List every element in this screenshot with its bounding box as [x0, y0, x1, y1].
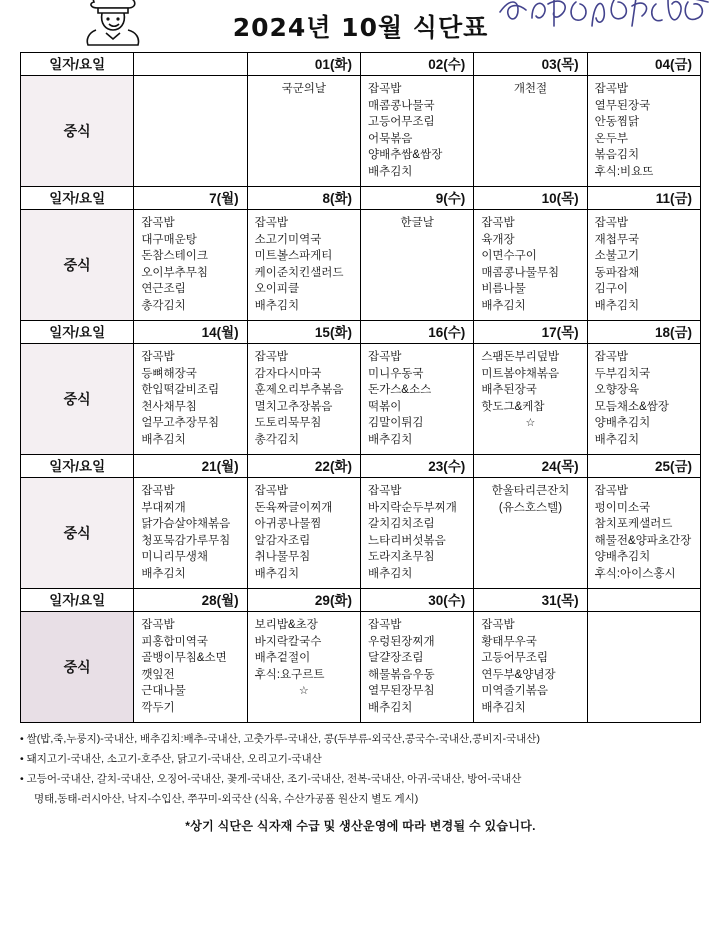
- note-line: • 쌀(밥,죽,누룽지)-국내산, 배추김치:배추-국내산, 고춧가루-국내산, 콩(두부류-외국산,콩국수-국내산,콩비지-국내산): [20, 733, 540, 745]
- menu-item: 등뼈해장국: [141, 367, 197, 380]
- menu-item: 부대찌개: [141, 501, 186, 514]
- meal-row: [21, 210, 701, 321]
- menu-item: 미니리무생채: [141, 551, 208, 563]
- menu-item: 감자다시마국: [254, 367, 322, 380]
- menu-item: 배추김치: [367, 433, 413, 446]
- header-label: 일자/요일: [21, 321, 134, 344]
- menu-cell: [587, 76, 700, 187]
- date-header: 9(수): [360, 187, 473, 210]
- week-header-row: [21, 455, 701, 478]
- menu-item: 깍두기: [141, 701, 175, 714]
- week-header-row: [21, 589, 701, 612]
- menu-item: 미트봄야채볶음: [481, 367, 560, 380]
- menu-item: 돈육짜글이찌개: [254, 501, 333, 514]
- menu-item: 재첩무국: [594, 233, 640, 246]
- menu-cell: [360, 612, 473, 723]
- menu-item: 연근조림: [141, 283, 186, 295]
- menu-item: 훈제오리부추볶음: [254, 384, 344, 396]
- menu-items: [474, 210, 586, 320]
- menu-cell: [134, 478, 247, 589]
- menu-cell: [360, 210, 473, 321]
- header-label: 일자/요일: [21, 187, 134, 210]
- meal-row: [21, 344, 701, 455]
- menu-items: [474, 478, 586, 585]
- date-header: 03(목): [474, 53, 587, 76]
- menu-item: 피홍합미역국: [141, 635, 208, 648]
- week-header-row: [21, 187, 701, 210]
- menu-item: 이면수구이: [481, 250, 537, 262]
- menu-item: 갈치김치조림: [367, 518, 435, 530]
- menu-item: 바지락칼국수: [254, 635, 322, 648]
- menu-items: [248, 612, 360, 719]
- menu-item: 닭가슴살야채볶음: [141, 518, 231, 530]
- menu-items: [361, 210, 473, 317]
- menu-item: ☆: [525, 417, 536, 429]
- menu-item: 알감자조림: [254, 534, 311, 547]
- date-header: 23(수): [360, 455, 473, 478]
- menu-item: 오이부추무침: [141, 266, 208, 279]
- menu-item: 개천절: [513, 83, 548, 95]
- menu-item: 스팸돈부리덮밥: [481, 351, 560, 363]
- note-line: • 고등어-국내산, 갈치-국내산, 오징어-국내산, 꽃게-국내산, 조기-국내산, 전복-국내산, 아귀-국내산, 방어-국내산: [20, 773, 522, 785]
- menu-item: 천사채무침: [141, 400, 197, 413]
- menu-item: 배추겉절이: [254, 652, 311, 664]
- menu-item: 깻잎전: [141, 668, 175, 681]
- menu-item: 오이피클: [254, 283, 300, 295]
- menu-items: [134, 478, 246, 588]
- page-title: 2024년 10월 식단표: [232, 13, 489, 42]
- menu-items: [248, 478, 360, 588]
- meal-row: [21, 612, 701, 723]
- menu-items: [474, 76, 586, 183]
- menu-items: [588, 344, 700, 454]
- menu-item: 배추김치: [254, 567, 300, 580]
- menu-item: 골뱅이무침&소면: [141, 652, 227, 664]
- date-header: 31(목): [474, 589, 587, 612]
- date-header: 10(목): [474, 187, 587, 210]
- menu-cell: [134, 210, 247, 321]
- header-label: 일자/요일: [21, 455, 134, 478]
- menu-item: 해물볶음우동: [367, 668, 435, 681]
- date-header: 11(금): [587, 187, 700, 210]
- menu-cell: [474, 344, 587, 455]
- menu-cell: [474, 76, 587, 187]
- menu-cell: [134, 344, 247, 455]
- menu-item: 근대나물: [141, 685, 186, 697]
- meal-label: 중식: [21, 612, 134, 723]
- menu-item: 멸치고추장볶음: [254, 400, 333, 413]
- menu-item: 후식:비요뜨: [594, 165, 654, 178]
- date-header: 17(목): [474, 321, 587, 344]
- menu-item: 미역줄기볶음: [481, 685, 548, 697]
- menu-item: 배추김치: [481, 701, 526, 714]
- menu-item: 배추김치: [367, 701, 413, 714]
- menu-cell: [360, 344, 473, 455]
- menu-item: 잡곡밥: [481, 619, 515, 631]
- menu-item: 소고기미역국: [254, 233, 322, 246]
- menu-item: 느타리버섯볶음: [367, 534, 446, 547]
- menu-item: 잡곡밥: [594, 217, 628, 229]
- menu-items: [134, 612, 246, 722]
- date-header: 18(금): [587, 321, 700, 344]
- menu-item: 배추김치: [367, 567, 413, 580]
- menu-item: 잡곡밥: [481, 217, 515, 229]
- menu-items: [588, 76, 700, 186]
- menu-item: 배추김치: [594, 433, 640, 446]
- menu-item: 후식:요구르트: [254, 668, 325, 681]
- menu-item: 미트볼스파게티: [254, 250, 333, 262]
- meal-label: 중식: [21, 76, 134, 187]
- menu-item: 도토리묵무침: [254, 417, 322, 429]
- menu-item: 양배추쌈&쌈장: [367, 149, 443, 161]
- header-label: 일자/요일: [21, 53, 134, 76]
- menu-cell: [587, 344, 700, 455]
- menu-item: 케이준치킨샐러드: [254, 266, 344, 279]
- menu-item: 비름나물: [481, 283, 526, 295]
- menu-item: (유스호스텔): [498, 501, 563, 514]
- menu-items: [248, 210, 360, 320]
- menu-item: 배추김치: [254, 299, 300, 312]
- menu-item: 배추김치: [141, 433, 186, 446]
- origin-notes: [20, 731, 703, 808]
- menu-item: 잡곡밥: [594, 351, 628, 363]
- date-header: 04(금): [587, 53, 700, 76]
- meal-label: 중식: [21, 478, 134, 589]
- menu-item: 도라지초무침: [367, 551, 435, 563]
- menu-item: 잡곡밥: [141, 351, 175, 363]
- menu-item: 양배추김치: [594, 551, 651, 563]
- menu-item: 모듬채소&쌈장: [594, 400, 669, 413]
- menu-cell: [134, 612, 247, 723]
- menu-item: 돈참스테이크: [141, 250, 208, 262]
- menu-item: 연두부&양념장: [481, 668, 556, 681]
- menu-item: 미니우동국: [367, 367, 424, 380]
- date-header: 15(화): [247, 321, 360, 344]
- menu-items: [134, 344, 246, 454]
- menu-item: 우렁된장찌개: [367, 635, 435, 648]
- menu-item: 해물전&양파초간장: [594, 534, 692, 547]
- menu-item: 잡곡밥: [254, 485, 288, 497]
- menu-item: 후식:아이스홍시: [594, 567, 676, 580]
- menu-items: [361, 612, 473, 722]
- menu-cell: [474, 210, 587, 321]
- menu-item: 대구매운탕: [141, 233, 197, 246]
- menu-item: 총각김치: [141, 299, 186, 312]
- date-header: 21(월): [134, 455, 247, 478]
- menu-table: [20, 52, 701, 723]
- date-header: 25(금): [587, 455, 700, 478]
- date-header: 24(목): [474, 455, 587, 478]
- menu-cell: [247, 76, 360, 187]
- meal-label: 중식: [21, 210, 134, 321]
- week-header-row: [21, 321, 701, 344]
- menu-items: [248, 344, 360, 454]
- menu-item: 한울타리큰잔치: [491, 485, 570, 497]
- menu-cell: [587, 478, 700, 589]
- menu-items: [134, 210, 246, 320]
- menu-item: 어묵볶음: [367, 132, 413, 145]
- date-header: 16(수): [360, 321, 473, 344]
- menu-cell: [360, 478, 473, 589]
- menu-item: 청포묵감가루무침: [141, 534, 231, 547]
- date-header: 22(화): [247, 455, 360, 478]
- menu-item: 잡곡밥: [141, 485, 175, 497]
- note-line-sub: 명태,동태-러시아산, 낙지-수입산, 쭈꾸미-외국산 (식육, 수산가공품 원산지 별도 게시): [34, 793, 419, 805]
- menu-item: 바지락순두부찌개: [367, 501, 457, 514]
- menu-item: 양배추김치: [594, 417, 651, 429]
- menu-item: 김말이튀김: [367, 417, 424, 429]
- menu-item: 떡볶이: [367, 400, 402, 413]
- menu-item: 취나물무침: [254, 551, 311, 563]
- date-header: 28(월): [134, 589, 247, 612]
- menu-item: 고등어무조림: [367, 116, 435, 128]
- menu-items: [134, 76, 246, 183]
- menu-item: 잡곡밥: [141, 619, 175, 631]
- menu-item: 잡곡밥: [367, 351, 402, 363]
- menu-item: 한입떡갈비조림: [141, 384, 220, 396]
- menu-cell: [247, 612, 360, 723]
- menu-item: ☆: [298, 685, 309, 697]
- menu-item: 한글날: [400, 217, 434, 229]
- menu-item: 매콤콩나물무침: [481, 266, 560, 279]
- date-header: 7(월): [134, 187, 247, 210]
- menu-cell: [474, 612, 587, 723]
- menu-item: 아귀콩나물찜: [254, 518, 322, 530]
- menu-item: 안동찜닭: [594, 116, 640, 128]
- menu-items: [588, 210, 700, 320]
- menu-item: 달걀장조림: [367, 652, 424, 664]
- menu-item: 잡곡밥: [254, 217, 288, 229]
- menu-item: 배추김치: [367, 165, 413, 178]
- menu-cell: [587, 612, 700, 723]
- menu-cell: [587, 210, 700, 321]
- menu-item: 잡곡밥: [367, 619, 402, 631]
- handwritten-signature-icon: [496, 0, 711, 38]
- menu-item: 총각김치: [254, 433, 300, 446]
- menu-item: 얼무고추장무침: [141, 417, 220, 429]
- menu-item: 온두부: [594, 132, 628, 145]
- menu-item: 열무된장국: [594, 99, 651, 112]
- menu-item: 배추된장국: [481, 384, 537, 396]
- menu-cell: [247, 478, 360, 589]
- menu-item: 참치포케샐러드: [594, 518, 673, 530]
- date-header: 29(화): [247, 589, 360, 612]
- menu-item: 잡곡밥: [254, 351, 288, 363]
- menu-item: 두부김치국: [594, 367, 651, 380]
- menu-item: 펑이미소국: [594, 501, 651, 514]
- menu-items: [361, 344, 473, 454]
- menu-item: 고등어무조림: [481, 652, 548, 664]
- menu-item: 잡곡밥: [141, 217, 175, 229]
- date-header: 14(월): [134, 321, 247, 344]
- menu-item: 돈가스&소스: [367, 384, 432, 396]
- menu-cell: [134, 76, 247, 187]
- menu-item: 잡곡밥: [367, 485, 402, 497]
- date-header: 8(화): [247, 187, 360, 210]
- menu-cell: [474, 478, 587, 589]
- menu-item: 오향장육: [594, 384, 640, 396]
- menu-item: 매콤콩나물국: [367, 99, 435, 112]
- date-header: 30(수): [360, 589, 473, 612]
- menu-table-body: [21, 53, 701, 723]
- menu-item: 육개장: [481, 233, 515, 246]
- menu-item: 황태무우국: [481, 635, 537, 648]
- week-header-row: [21, 53, 701, 76]
- menu-item: 배추김치: [594, 299, 640, 312]
- menu-items: [474, 344, 586, 451]
- menu-items: [361, 478, 473, 588]
- menu-item: 소불고기: [594, 250, 640, 262]
- header-label: 일자/요일: [21, 589, 134, 612]
- menu-item: 배추김치: [141, 567, 186, 580]
- date-header: [134, 53, 247, 76]
- date-header: 02(수): [360, 53, 473, 76]
- menu-items: [248, 76, 360, 183]
- menu-item: 열무된장무침: [367, 685, 435, 697]
- meal-label: 중식: [21, 344, 134, 455]
- menu-items: [474, 612, 586, 722]
- menu-items: [361, 76, 473, 186]
- menu-item: 잡곡밥: [594, 485, 628, 497]
- meal-row: [21, 76, 701, 187]
- menu-item: 잡곡밥: [594, 83, 628, 95]
- note-line: • 돼지고기-국내산, 소고기-호주산, 닭고기-국내산, 오리고기-국내산: [20, 753, 322, 765]
- menu-items: [588, 478, 700, 588]
- meal-row: [21, 478, 701, 589]
- menu-cell: [360, 76, 473, 187]
- menu-item: 김구이: [594, 283, 628, 295]
- date-header: 01(화): [247, 53, 360, 76]
- menu-item: 잡곡밥: [367, 83, 402, 95]
- page-header: [0, 0, 721, 52]
- menu-cell: [247, 210, 360, 321]
- footnote: *상기 식단은 식자재 수급 및 생산운영에 따라 변경될 수 있습니다.: [185, 819, 536, 833]
- date-header: [587, 589, 700, 612]
- menu-item: 보리밥&초장: [254, 619, 318, 631]
- menu-items: [588, 612, 700, 719]
- menu-item: 국군의날: [281, 83, 327, 95]
- menu-cell: [247, 344, 360, 455]
- menu-item: 배추김치: [481, 299, 526, 312]
- menu-item: 핫도그&케찹: [481, 400, 545, 413]
- menu-item: 동파잡채: [594, 266, 640, 279]
- menu-item: 볶음김치: [594, 149, 640, 161]
